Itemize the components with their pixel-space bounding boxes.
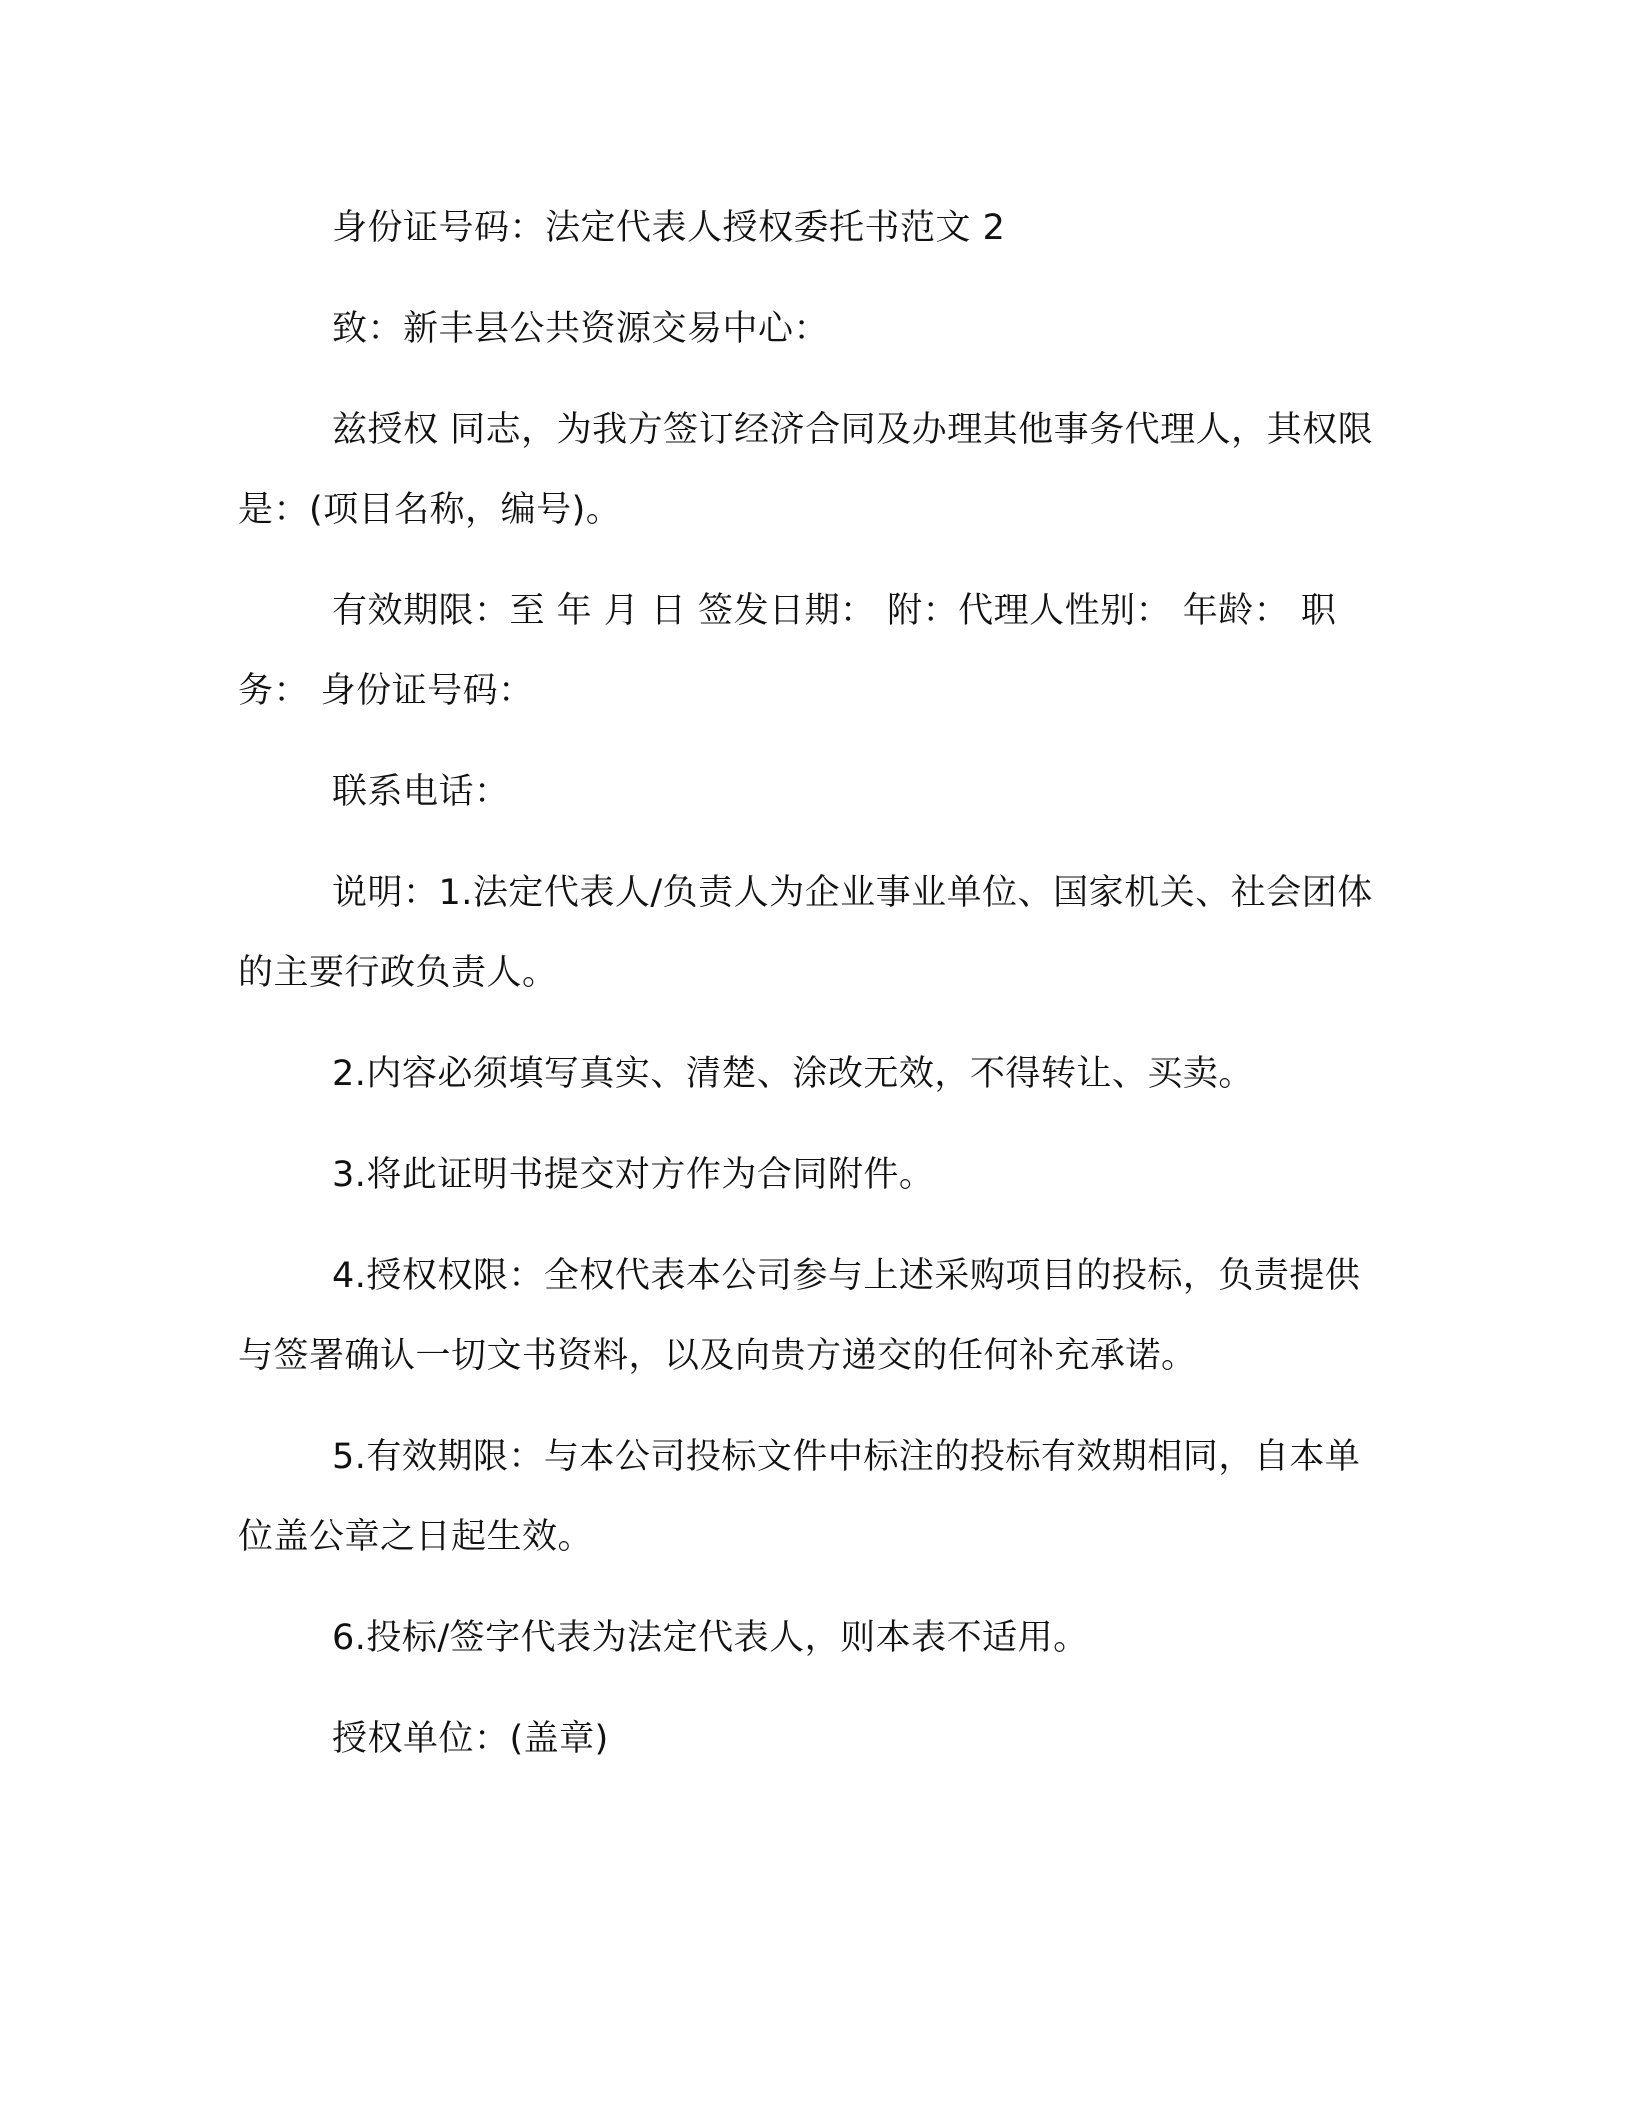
paragraph-note-3: 3.将此证明书提交对方作为合同附件。 — [332, 1155, 935, 1195]
paragraph-note-1: 说明：1.法定代表人/负责人为企业事业单位、国家机关、社会团体的主要行政负责人。 — [238, 873, 1373, 993]
paragraph-phone: 联系电话： — [332, 772, 510, 812]
paragraph-note-4: 4.授权权限：全权代表本公司参与上述采购项目的投标，负责提供与签署确认一切文书资料，以及向贵方递交的任何补充承诺。 — [238, 1256, 1361, 1376]
paragraph-note-2: 2.内容必须填写真实、清楚、涂改无效，不得转让、买卖。 — [332, 1054, 1254, 1094]
paragraph-validity-fields: 有效期限：至 年 月 日 签发日期： 附：代理人性别： 年龄： 职务： 身份证号码： — [238, 591, 1337, 711]
document-body — [238, 188, 1388, 1800]
paragraph-addressee: 致：新丰县公共资源交易中心： — [332, 309, 830, 349]
paragraph-id-number-title: 身份证号码：法定代表人授权委托书范文 2 — [332, 208, 1006, 248]
paragraph-authorizing-unit: 授权单位：(盖章) — [332, 1719, 609, 1759]
paragraph-note-6: 6.投标/签字代表为法定代表人，则本表不适用。 — [332, 1618, 1089, 1658]
paragraph-authorization: 兹授权 同志，为我方签订经济合同及办理其他事务代理人，其权限是：(项目名称，编号)。 — [238, 410, 1374, 530]
paragraph-note-5: 5.有效期限：与本公司投标文件中标注的投标有效期相同，自本单位盖公章之日起生效。 — [238, 1437, 1361, 1557]
